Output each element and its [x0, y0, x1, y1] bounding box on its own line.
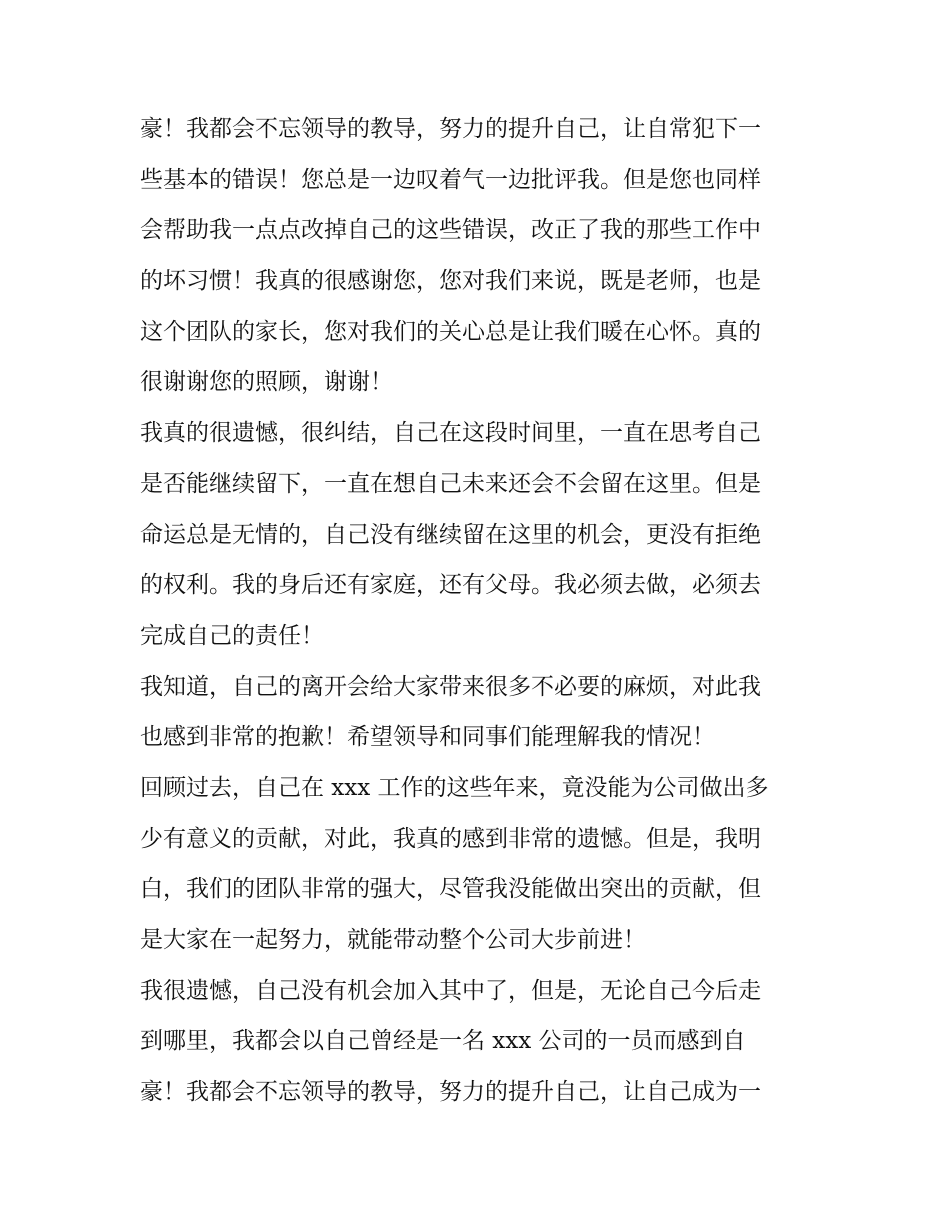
- text-line: 白，我们的团队非常的强大，尽管我没能做出突出的贡献，但: [140, 876, 761, 903]
- text-line: 是否能继续留下，一直在想自己未来还会不会留在这里。但是: [140, 470, 761, 497]
- body-text: [140, 104, 815, 1118]
- text-line: 少有意义的贡献，对此，我真的感到非常的遗憾。但是，我明: [140, 825, 761, 852]
- text-line: 些基本的错误！您总是一边叹着气一边批评我。但是您也同样: [140, 166, 761, 193]
- text-line: 也感到非常的抱歉！希望领导和同事们能理解我的情况！: [140, 724, 715, 751]
- text-line: 我知道，自己的离开会给大家带来很多不必要的麻烦，对此我: [140, 673, 761, 700]
- text-line: 是大家在一起努力，就能带动整个公司大步前进！: [140, 927, 646, 953]
- text-line: 到哪里，我都会以自己曾经是一名 xxx 公司的一员而感到自: [140, 1028, 746, 1055]
- text-line: 豪！我都会不忘领导的教导，努力的提升自己，让自己成为一: [140, 1079, 761, 1106]
- text-line: 完成自己的责任！: [140, 622, 324, 649]
- text-line: 这个团队的家长，您对我们的关心总是让我们暖在心怀。真的: [140, 318, 761, 345]
- text-line: 命运总是无情的，自己没有继续留在这里的机会，更没有拒绝: [140, 521, 761, 548]
- text-line: 我很遗憾，自己没有机会加入其中了，但是，无论自己今后走: [140, 977, 761, 1004]
- text-line: 很谢谢您的照顾，谢谢！: [140, 369, 393, 396]
- text-line: 我真的很遗憾，很纠结，自己在这段时间里，一直在思考自己: [140, 420, 761, 447]
- text-line: 回顾过去，自己在 xxx 工作的这些年来，竟没能为公司做出多: [140, 774, 769, 801]
- text-line: 豪！我都会不忘领导的教导，努力的提升自己，让自常犯下一: [140, 116, 761, 142]
- text-line: 会帮助我一点点改掉自己的这些错误，改正了我的那些工作中: [140, 217, 761, 244]
- text-line: 的坏习惯！我真的很感谢您，您对我们来说，既是老师，也是: [140, 268, 761, 295]
- text-line: 的权利。我的身后还有家庭，还有父母。我必须去做，必须去: [140, 572, 761, 599]
